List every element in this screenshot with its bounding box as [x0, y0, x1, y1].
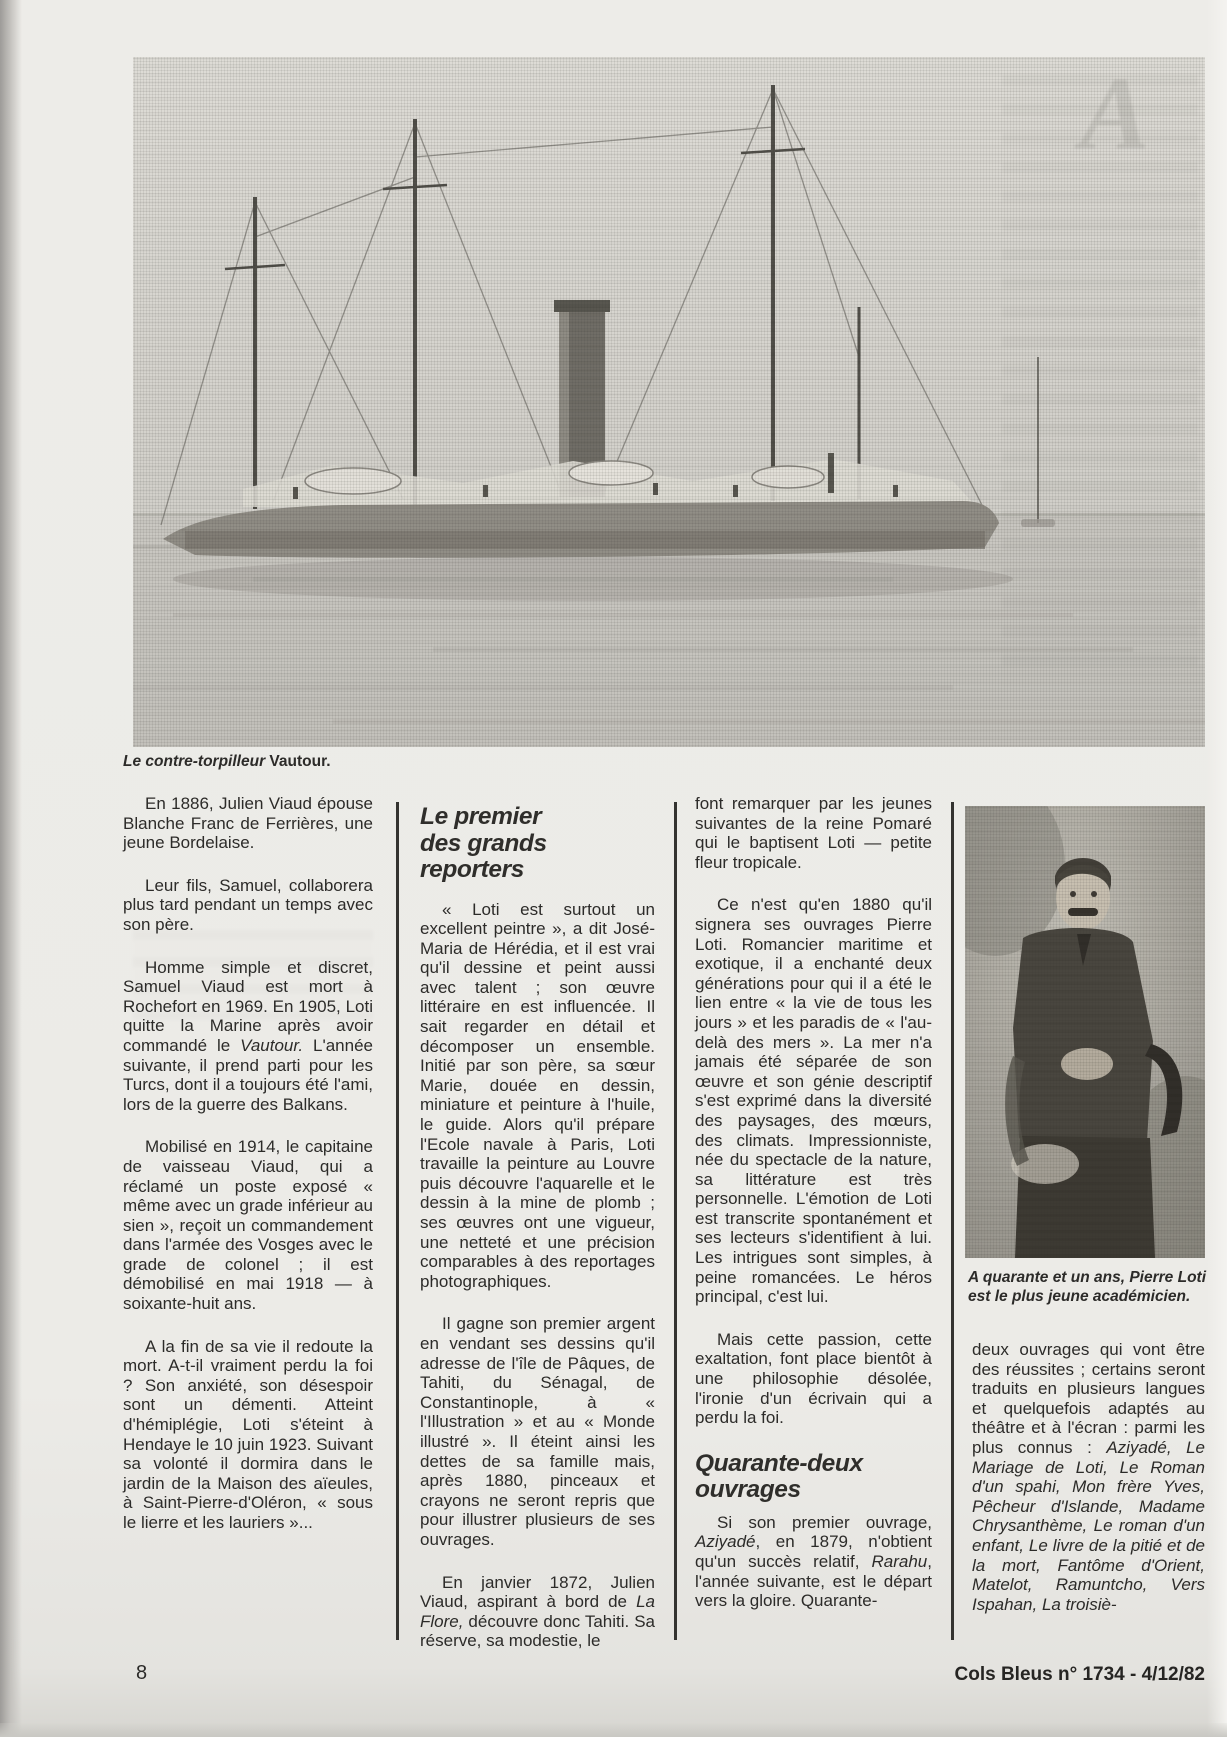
ship-illustration: [133, 57, 1205, 747]
column-3: [695, 794, 932, 1611]
paragraph: A la fin de sa vie il redoute la mort. A-t-il vraiment perdu la foi ? Son anxiété, son désespoir sont un démenti. Atteint d'hémiplégie, Loti s'éteint à Hendaye le 10 juin 1923. Suivant sa volonté il dormira dans le jardin de la Maison des aïeules, à Saint-Pierre-d'Oléron, « sous le lierre et les lauriers »...: [123, 1336, 373, 1532]
ship-photo-caption: Le contre-torpilleur Vautour.: [123, 753, 331, 770]
portrait-caption: A quarante et un ans, Pierre Loti est le plus jeune académicien.: [968, 1269, 1207, 1305]
paragraph: Homme simple et discret, Samuel Viaud est mort à Rochefort en 1969. En 1905, Loti quitte la Marine après avoir commandé le Vautour. L'année suivante, il prend parti pour les Turcs, dont il a toujours été l'ami, lors de la guerre des Balkans.: [123, 957, 373, 1114]
scan-edge-left: [0, 0, 22, 1737]
column-rule-1: [396, 802, 399, 1640]
scan-edge-right: [1207, 0, 1227, 1737]
paragraph: Mais cette passion, cette exaltation, font place bientôt à une philosophie désolée, l'ironie d'un écrivain qui a perdu la foi.: [695, 1329, 932, 1428]
paragraph: En 1886, Julien Viaud épouse Blanche Franc de Ferrières, une jeune Bordelaise.: [123, 794, 373, 853]
column-rule-3: [951, 802, 954, 1640]
scan-edge-bottom: [0, 1723, 1227, 1737]
column-4: [972, 1340, 1205, 1614]
heading-line: ouvrages: [695, 1476, 801, 1504]
column-1: [123, 794, 373, 1533]
paragraph: Il gagne son premier argent en vendant ses dessins qu'il adresse de l'île de Pâques, de Tahiti, du Sénagal, de Constantinople, à « l'Illustration » et au « Monde illustré ». Il éteint ainsi les dettes de sa famille mais, après 1880, pinceaux et crayons ne seront repris que pour illustrer plusieurs de ses ouvrages.: [420, 1314, 655, 1549]
portrait-photo: [965, 806, 1205, 1258]
section-heading-ouvrages: [695, 1451, 932, 1504]
column-rule-2: [674, 802, 677, 1640]
paragraph: Leur fils, Samuel, collaborera plus tard pendant un temps avec son père.: [123, 875, 373, 934]
heading-line: des grands reporters: [420, 829, 547, 883]
portrait-illustration: [965, 806, 1205, 1258]
heading-line: Quarante-deux: [695, 1449, 863, 1477]
paragraph: « Loti est surtout un excellent peintre », a dit José-Maria de Hérédia, et il est vrai qu'il dessine et peint aussi avec talent ; son œuvre littéraire en est influencée. Il sait regarder en détail et décomposer un ensemble. Initié par son père, sa sœur Marie, douée en dessin, miniature et peinture à l'huile, le guide. Alors qu'il prépare l'Ecole navale à Paris, Loti travaille la peinture au Louvre puis découvre l'aquarelle et le dessin à la mine de plomb ; ses œuvres ont une vigueur, une netteté et une précision comparables à des reportages photographiques.: [420, 899, 655, 1291]
paragraph: Mobilisé en 1914, le capitaine de vaisseau Viaud, qui a réclamé un poste exposé « même avec un grade inférieur au sien », reçoit un commandement dans l'armée des Vosges avec le grade de colonel ; il est démobilisé en mai 1918 — à soixante-huit ans.: [123, 1137, 373, 1314]
paragraph: deux ouvrages qui vont être des réussites ; certains seront traduits en plusieurs langues et quelquefois adaptés au théâtre et à l'écran : parmi les plus connus : Aziyadé, Le Mariage de Loti, Le Roman d'un spahi, Mon frère Yves, Pêcheur d'Islande, Madame Chrysanthème, Le roman d'un enfant, Le livre de la pitié et de la mort, Fantôme d'Orient, Matelot, Ramuntcho, Vers Ispahan, La troisiè-: [972, 1340, 1205, 1614]
section-heading-reporters: [420, 804, 655, 884]
paragraph: font remarquer par les jeunes suivantes de la reine Pomaré qui le baptisent Loti — petite fleur tropicale.: [695, 794, 932, 872]
page-number: 8: [136, 1662, 148, 1684]
paragraph: Ce n'est qu'en 1880 qu'il signera ses ouvrages Pierre Loti. Romancier maritime et exotique, il a enchanté deux générations pour qui il a été le lien entre « la vie de tous les jours » et les paradis de « l'au-delà des mers ». La mer n'a jamais été séparée de son œuvre et son génie descriptif s'est exprimé dans la diversité des paysages, des mœurs, des climats. Impressionniste, née du spectacle de la nature, sa littérature est très personnelle. L'émotion de Loti est transcrite spontanément et ses lecteurs s'identifient à lui. Les intrigues sont simples, à peine romancées. Le héros principal, c'est lui.: [695, 895, 932, 1307]
heading-line: Le premier: [420, 803, 542, 830]
paragraph: Si son premier ouvrage, Aziyadé, en 1879, n'obtient qu'un succès relatif, Rarahu, l'année suivante, est le départ vers la gloire. Quarante-: [695, 1512, 932, 1611]
ship-photo: [133, 57, 1205, 747]
paragraph: En janvier 1872, Julien Viaud, aspirant à bord de La Flore, découvre donc Tahiti. Sa réserve, sa modestie, le: [420, 1572, 655, 1651]
footer-credit: Cols Bleus n° 1734 - 4/12/82: [954, 1664, 1205, 1685]
column-2: [420, 804, 655, 1651]
